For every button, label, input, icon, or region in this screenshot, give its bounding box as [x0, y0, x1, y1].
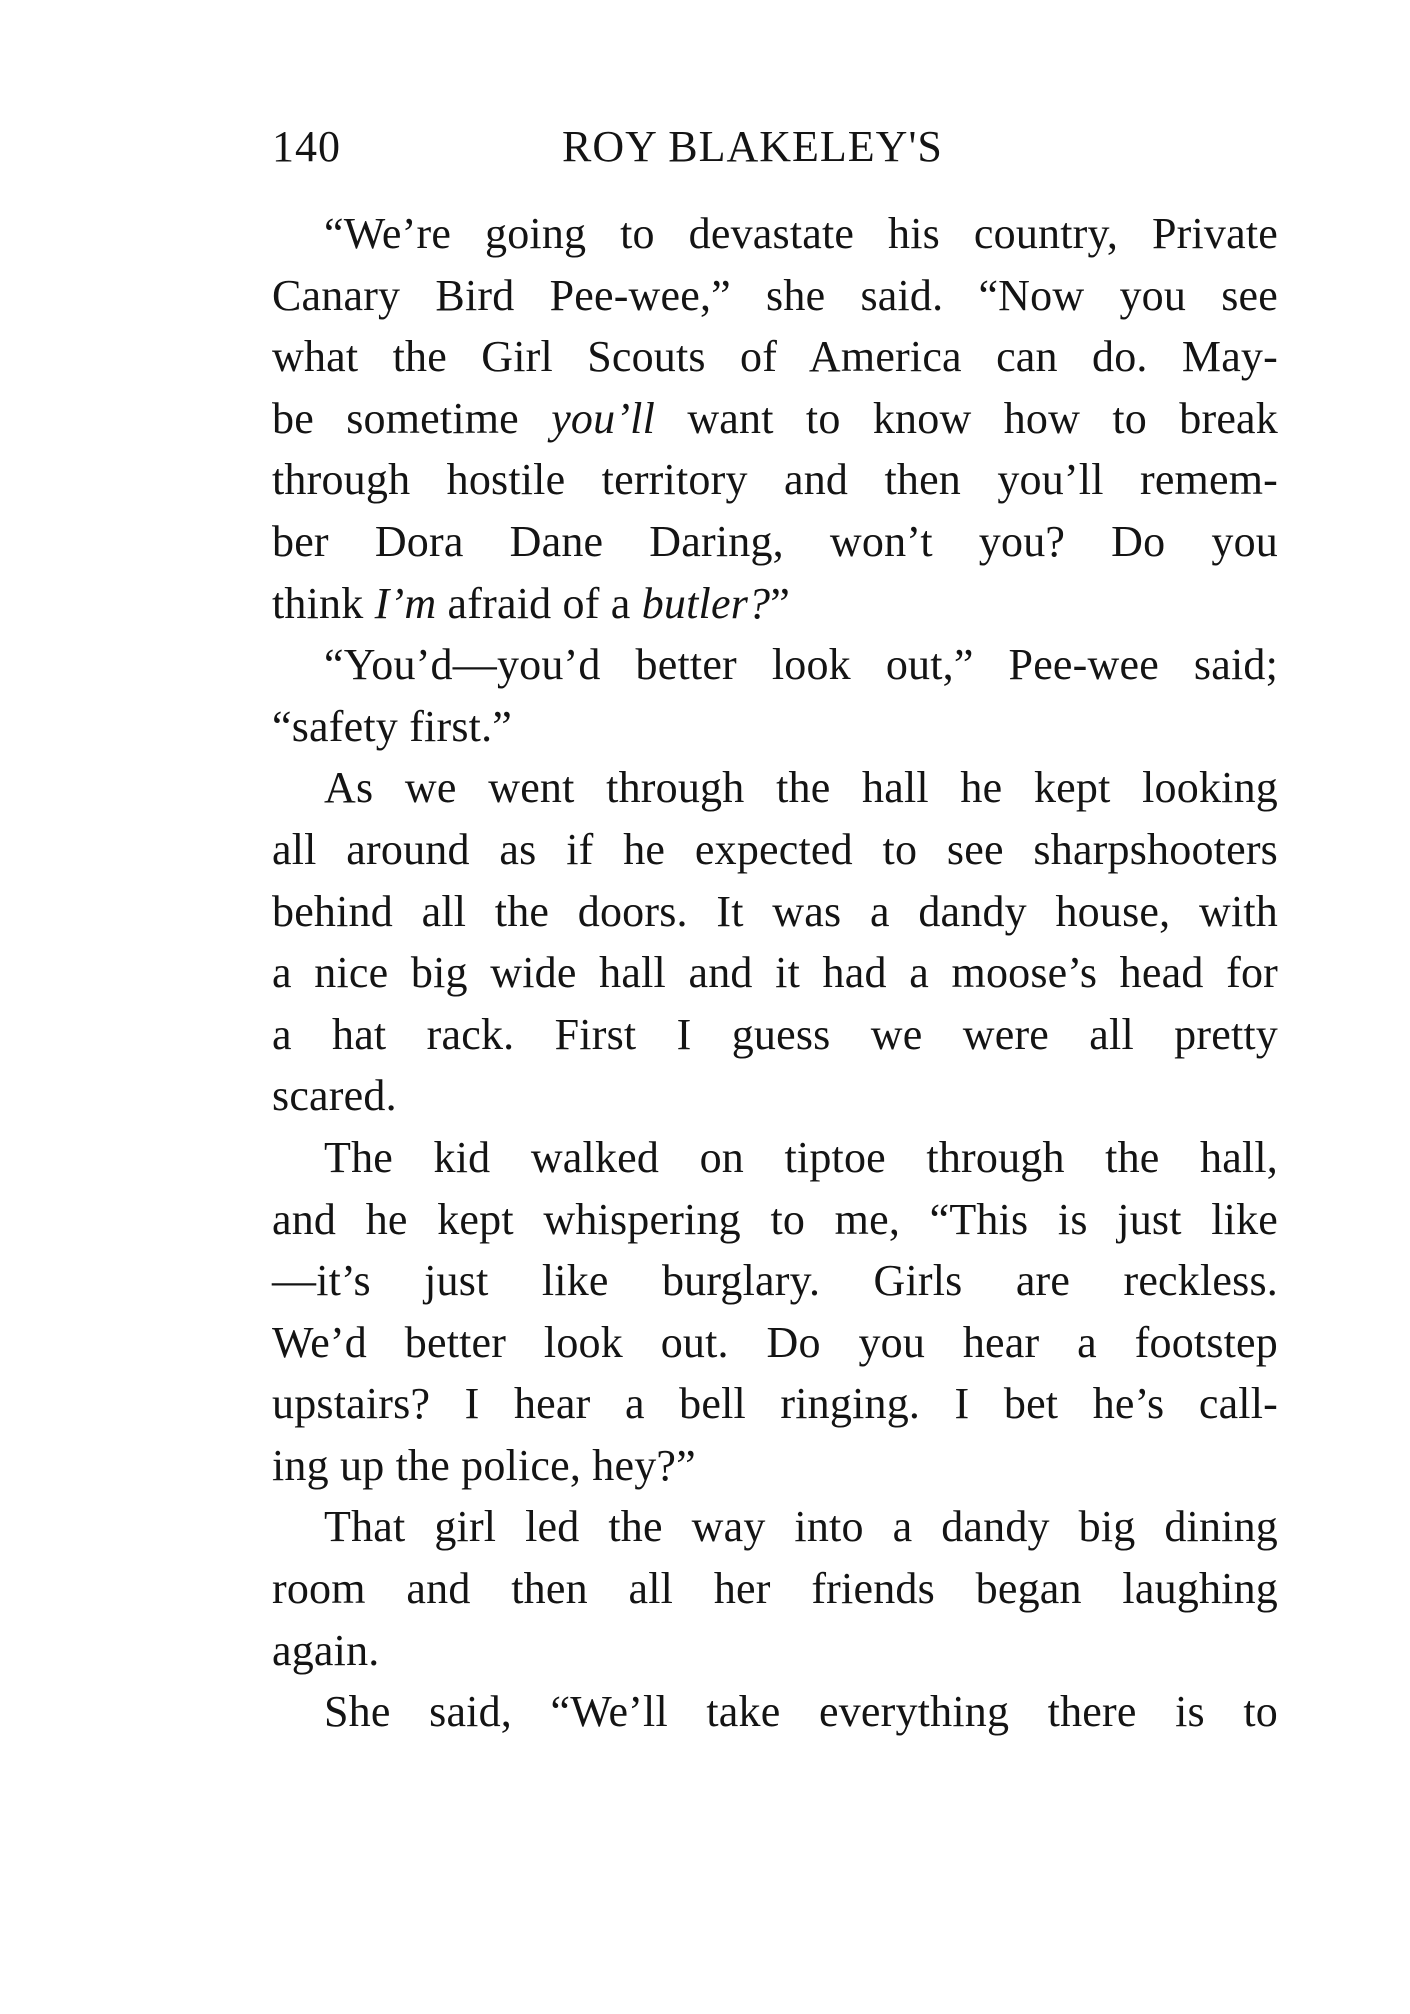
running-head: [272, 112, 1278, 182]
italic-word: butler?: [641, 578, 771, 628]
text-line: again.: [272, 1625, 380, 1675]
body-text: [272, 203, 1278, 1743]
text-line: a nice big wide hall and it had a moose’s head for: [272, 948, 1278, 998]
text-line: —it’s just like burglary. Girls are reckless.: [272, 1256, 1278, 1306]
text-line: think I’m afraid of a butler?”: [272, 578, 790, 628]
text-line: As we went through the hall he kept looking: [324, 763, 1278, 813]
text-line: That girl led the way into a dandy big dining: [324, 1502, 1278, 1552]
text-line: be sometime you’ll want to know how to break: [272, 393, 1278, 443]
text-line: “We’re going to devastate his country, Private: [324, 209, 1278, 258]
text-line: ing up the police, hey?”: [272, 1440, 696, 1490]
text-line: all around as if he expected to see sharpshooters: [272, 824, 1278, 874]
text-line: scared.: [272, 1071, 397, 1121]
running-title: ROY BLAKELEY'S: [562, 122, 943, 171]
text-line: and he kept whispering to me, “This is just like: [272, 1194, 1278, 1244]
text-line: Canary Bird Pee-wee,” she said. “Now you see: [272, 270, 1278, 320]
italic-word: you’ll: [551, 393, 656, 443]
text-line: what the Girl Scouts of America can do. May-: [272, 332, 1278, 382]
text-line: through hostile territory and then you’ll remem-: [272, 455, 1278, 505]
text-line: room and then all her friends began laughing: [272, 1564, 1278, 1614]
text-line: behind all the doors. It was a dandy house, with: [272, 886, 1278, 936]
text-line: ber Dora Dane Daring, won’t you? Do you: [272, 516, 1278, 566]
page-number: 140: [272, 122, 341, 171]
text-line: The kid walked on tiptoe through the hall,: [324, 1132, 1278, 1182]
italic-word: I’m: [374, 578, 437, 628]
text-line: a hat rack. First I guess we were all pretty: [272, 1009, 1278, 1059]
text-line: upstairs? I hear a bell ringing. I bet he’s call-: [272, 1379, 1278, 1429]
text-line: She said, “We’ll take everything there is to: [324, 1687, 1278, 1737]
text-line: “You’d—you’d better look out,” Pee-wee said;: [324, 640, 1278, 690]
text-line: “safety first.”: [272, 701, 512, 751]
text-line: We’d better look out. Do you hear a footstep: [272, 1317, 1278, 1367]
